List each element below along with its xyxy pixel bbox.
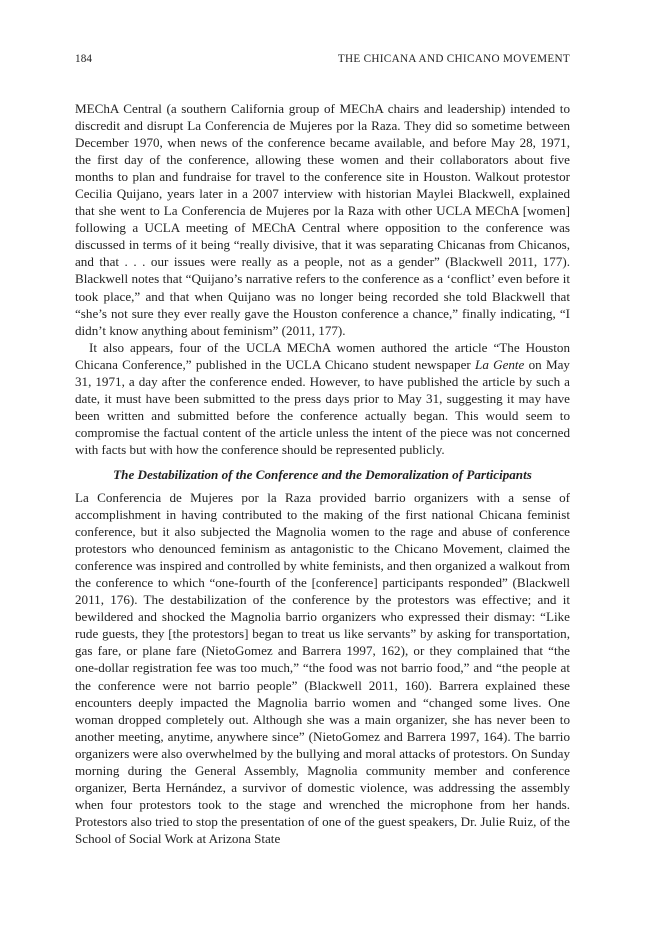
paragraph-conferencia: La Conferencia de Mujeres por la Raza provided barrio organizers with a sense of accomplishment in having contributed to the making of the first national Chicana feminist conference, but it also subjected the Magnolia women to the rage and abuse of conference protestors who denounced feminism as antagonistic to the Chicano Movement, claimed the conference was inspired and controlled by white feminists, and then organized a walkout from the conference to which “one-fourth of the [conference] participants responded” (Blackwell 2011, 176). The destabilization of the conference by the protestors was effective; and it bewildered and shocked the Magnolia barrio organizers who expressed their dismay: “Like rude guests, they [the protestors] began to treat us like servants” by asking for transportation, gas fare, or plane fare (NietoGomez and Barrera 1997, 162), or they complained that “the one-dollar registration fee was too much,” “the food was not barrio food,” and “the people at the conference were not barrio people” (Blackwell 2011, 160). Barrera explained these encounters deeply impacted the Magnolia barrio women and “changed some lives. One woman dropped completely out. Although she was a main organizer, she has never been to another meeting, anytime, anywhere since” (NietoGomez and Barrera 1997, 164). The barrio organizers were also overwhelmed by the bullying and moral attacks of protestors. On Sunday morning during the General Assembly, Magnolia community member and conference organizer, Berta Hernández, a survivor of domestic violence, was addressing the assembly when four protestors took to the stage and wrenched the microphone from her hands. Protestors also tried to stop the presentation of one of the guest speakers, Dr. Julie Ruiz, of the School of Social Work at Arizona State	[75, 489, 570, 846]
page-number: 184	[75, 53, 93, 65]
newspaper-title: La Gente	[475, 356, 525, 372]
book-page	[75, 52, 570, 847]
running-title: THE CHICANA AND CHICANO MOVEMENT	[337, 53, 570, 65]
running-header	[75, 52, 570, 66]
section-heading: The Destabilization of the Conference and the Demoralization of Participants	[113, 466, 532, 482]
body-text	[75, 100, 570, 847]
paragraph-text-end: on May 31, 1971, a day after the conference ended. However, to have published the article by such a date, it must have been submitted to the press days prior to May 31, suggesting it may have been written and submitted before the conference actually began. This would seem to compromise the factual content of the article unless the intent of the piece was not concerned with facts but with how the conference should be represented publicly.	[75, 356, 570, 457]
paragraph-ucla-article	[75, 339, 570, 458]
paragraph-text-start: It also appears, four of the UCLA MEChA women authored the article “The Houston Chicana Conference,” published in the UCLA Chicano student newspaper	[75, 339, 570, 372]
paragraph-mecha-central: MEChA Central (a southern California group of MEChA chairs and leadership) intended to discredit and disrupt La Conferencia de Mujeres por la Raza. They did so sometime between December 1970, when news of the conference became available, and before May 28, 1971, the first day of the conference, allowing these women and their collaborators about five months to plan and fundraise for travel to the conference site in Houston. Walkout protestor Cecilia Quijano, years later in a 2007 interview with historian Maylei Blackwell, explained that she went to La Conferencia de Mujeres por la Raza with other UCLA MEChA [women] following a UCLA meeting of MEChA Central where opposition to the conference was discussed in terms of it being “really divisive, that it was separating Chicanas from Chicanos, and that . . . our issues were really as a people, not as a gender” (Blackwell 2011, 177). Blackwell notes that “Quijano’s narrative refers to the conference as a ‘conflict’ even before it took place,” and that when Quijano was no longer being recorded she told Blackwell that “she’s not sure they ever really gave the Houston conference a chance,” finally indicating, “I didn’t know anything about feminism” (2011, 177).	[75, 101, 570, 338]
